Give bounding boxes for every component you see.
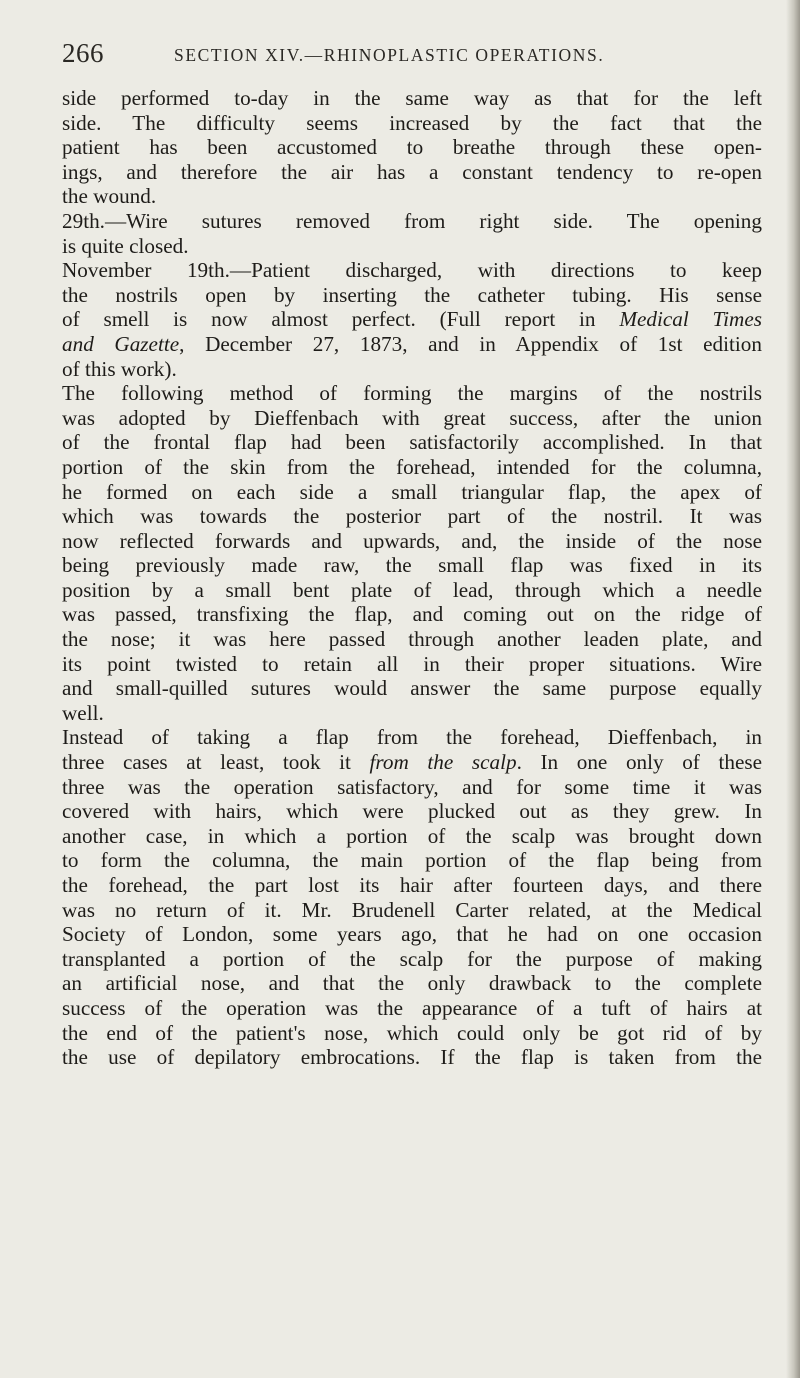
text-line: which was towards the posterior part of the nostril. It was: [62, 504, 762, 529]
text-line: the wound.: [62, 184, 157, 209]
text-line: was adopted by Dieffenbach with great success, after the union: [62, 405, 762, 430]
text-line: ings, and therefore the air has a constant tendency to re-open: [62, 159, 762, 184]
text-line: three was the operation satisfactory, and for some time it was: [62, 774, 762, 799]
paragraph: [62, 209, 762, 258]
text-line: and small-quilled sutures would answer the same purpose equally: [62, 676, 762, 701]
page-header: [62, 38, 762, 78]
text-line: patient has been accustomed to breathe through these open-: [62, 135, 762, 160]
text-line: now reflected forwards and upwards, and, the inside of the nose: [62, 528, 762, 553]
text-line: side. The difficulty seems increased by the fact that the: [62, 110, 762, 135]
italic-fragment: from the scalp: [369, 750, 517, 775]
text-line: The following method of forming the margins of the nostrils: [62, 381, 762, 406]
text-line: the forehead, the part lost its hair after fourteen days, and there: [62, 873, 762, 897]
text-line: another case, in which a portion of the scalp was brought down: [62, 823, 762, 848]
text-line: November 19th.—Patient discharged, with directions to keep: [62, 258, 762, 283]
text-line: [62, 307, 762, 332]
text-line: its point twisted to retain all in their proper situations. Wire: [62, 651, 762, 676]
text-line: of this work).: [62, 356, 177, 381]
text-line: being previously made raw, the small flap was fixed in its: [62, 553, 762, 578]
text-line: 29th.—Wire sutures removed from right side. The opening: [62, 208, 762, 233]
paragraph: [62, 86, 762, 209]
text-line: is quite closed.: [62, 233, 189, 258]
text-line: [62, 332, 762, 357]
text-line: the use of depilatory embrocations. If the flap is taken from the: [62, 1045, 762, 1070]
line-fragment: . In one only of these: [516, 750, 762, 775]
italic-fragment: Medical Times: [619, 307, 763, 332]
paragraph: [62, 381, 762, 725]
text-line: position by a small bent plate of lead, through which a needle: [62, 577, 762, 602]
text-line: the nostrils open by inserting the catheter tubing. His sense: [62, 282, 762, 307]
text-line: portion of the skin from the forehead, intended for the columna,: [62, 454, 762, 479]
paragraph: [62, 725, 762, 1069]
text-line: Society of London, some years ago, that he had on one occasion: [62, 922, 762, 947]
text-line: he formed on each side a small triangular flap, the apex of: [62, 479, 762, 504]
text-line: [62, 750, 762, 775]
page-number: 266: [62, 38, 104, 68]
body-text: [62, 86, 762, 1070]
page-edge-shadow: [786, 0, 800, 1378]
line-fragment: , December 27, 1873, and in Appendix of 1st edition: [179, 331, 762, 356]
line-fragment: of smell is now almost perfect. (Full report in: [62, 307, 620, 332]
text-line: side performed to-day in the same way as that for the left: [62, 86, 762, 110]
paragraph: [62, 258, 762, 381]
text-line: of the frontal flap had been satisfactorily accomplished. In that: [62, 430, 762, 455]
text-line: an artificial nose, and that the only drawback to the complete: [62, 971, 762, 996]
text-line: the nose; it was here passed through another leaden plate, and: [62, 627, 762, 652]
text-line: success of the operation was the appearance of a tuft of hairs at: [62, 995, 762, 1020]
text-line: well.: [62, 700, 104, 725]
text-line: was no return of it. Mr. Brudenell Carter related, at the Medical: [62, 897, 762, 922]
text-line: transplanted a portion of the scalp for the purpose of making: [62, 946, 762, 971]
text-line: was passed, transfixing the flap, and coming out on the ridge of: [62, 602, 762, 627]
text-line: to form the columna, the main portion of the flap being from: [62, 848, 762, 873]
text-line: covered with hairs, which were plucked out as they grew. In: [62, 799, 762, 824]
running-head: SECTION XIV.—RHINOPLASTIC OPERATIONS.: [174, 45, 605, 65]
text-line: Instead of taking a flap from the forehead, Dieffenbach, in: [62, 725, 762, 750]
line-fragment: three cases at least, took it: [62, 750, 370, 775]
italic-fragment: and Gazette: [62, 331, 180, 356]
text-line: the end of the patient's nose, which could only be got rid of by: [62, 1020, 762, 1045]
